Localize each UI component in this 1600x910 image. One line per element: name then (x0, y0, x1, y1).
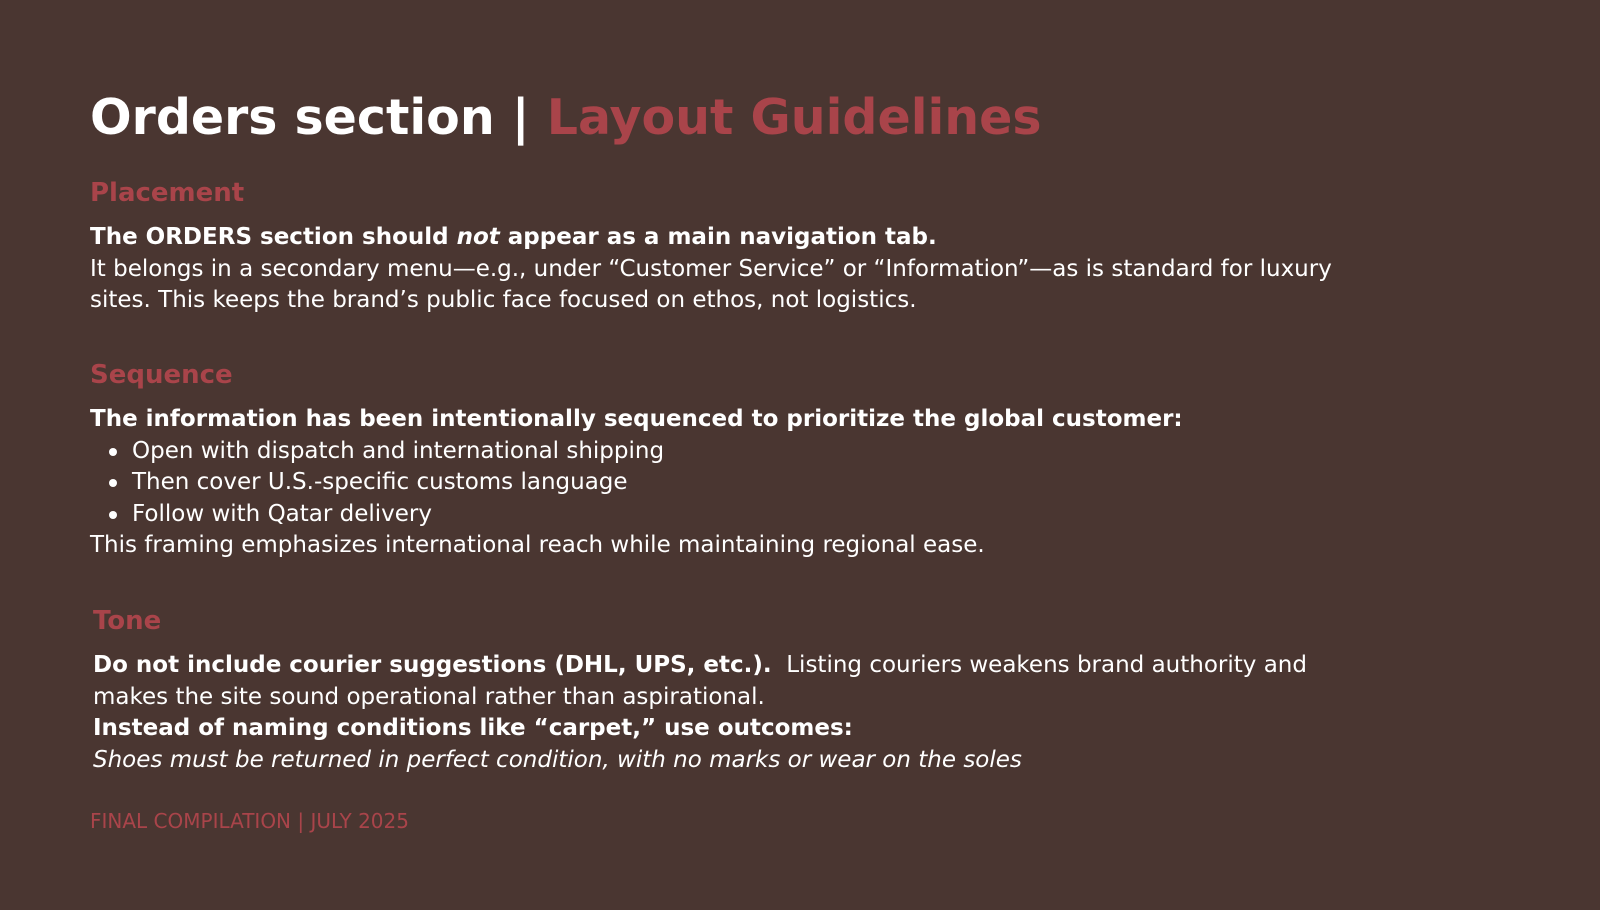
bullet-icon (109, 479, 117, 487)
sequence-heading: Sequence (90, 360, 233, 390)
list-item-text: Follow with Qatar delivery (132, 500, 432, 527)
placement-lead (90, 222, 1350, 254)
page-title (90, 88, 1042, 148)
sequence-list (90, 436, 1390, 531)
title-main: Orders section (90, 89, 495, 146)
sequence-lead: The information has been intentionally sequenced to prioritize the global customer: (90, 406, 1183, 432)
placement-heading: Placement (90, 178, 245, 208)
list-item (90, 467, 1390, 499)
placement-section (90, 222, 1350, 317)
tone-lead-rest: Listing couriers weakens brand authority and makes the site sound operational rather than aspirational. (93, 652, 1315, 710)
title-separator: | (494, 89, 547, 146)
placement-lead-emphasis: not (456, 224, 500, 250)
list-item-text: Then cover U.S.-specific customs language (132, 469, 628, 496)
placement-lead-before: The ORDERS section should (90, 224, 457, 250)
tone-lead: Do not include courier suggestions (DHL, UPS, etc.). (93, 652, 772, 678)
tone-section (93, 650, 1353, 776)
bullet-icon (109, 511, 117, 519)
bullet-icon (109, 448, 117, 456)
footer-note: FINAL COMPILATION | JULY 2025 (90, 809, 409, 833)
tone-lead-paragraph (93, 650, 1353, 713)
list-item-text: Open with dispatch and international shipping (132, 437, 665, 464)
sequence-section (90, 404, 1390, 562)
placement-lead-after: appear as a main navigation tab. (499, 224, 937, 250)
tone-heading: Tone (93, 606, 162, 636)
placement-body: It belongs in a secondary menu—e.g., under “Customer Service” or “Information”—as is standard for luxury sites. This keeps the brand’s public face focused on ethos, not logistics. (90, 255, 1332, 314)
list-item (90, 499, 1390, 531)
title-accent: Layout Guidelines (546, 89, 1042, 146)
list-item (90, 436, 1390, 468)
tone-instead: Instead of naming conditions like “carpet,” use outcomes: (93, 715, 853, 742)
sequence-closing: This framing emphasizes international reach while maintaining regional ease. (90, 532, 985, 559)
tone-example: Shoes must be returned in perfect condition, with no marks or wear on the soles (93, 746, 1022, 773)
